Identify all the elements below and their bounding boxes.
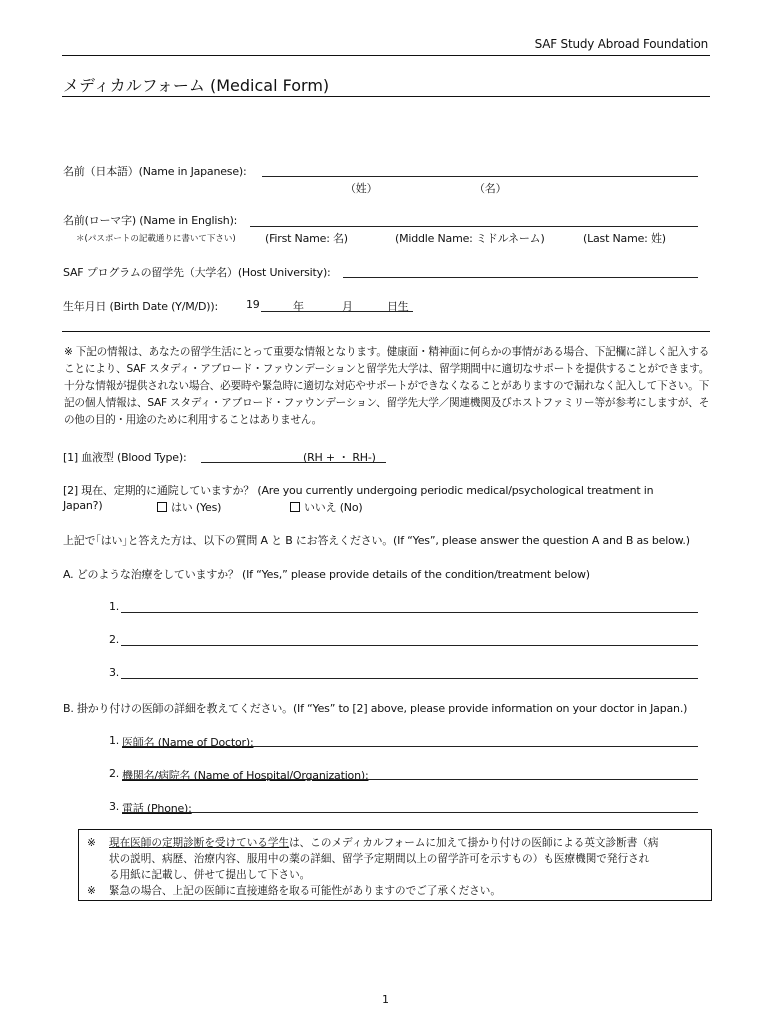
- name-jp-mei: （名）: [474, 182, 507, 195]
- q2-no-label: いいえ (No): [304, 501, 363, 514]
- intro-paragraph: ※ 下記の情報は、あなたの留学生活にとって重要な情報となります。健康面・精神面に何らかの事情がある場合、下記欄に詳しく記入することにより、SAF スタディ・アブロード・ファウンデーションと留学先大学は、留学期間中に適切なサポートを提供することができます。十分な情報が提供されない場合、必要時や緊急時に適切な対応やサポートができなくなることがありますので漏れなく記入して下さい。下記の個人情報は、SAF スタディ・アブロード・ファウンデーション、留学先大学／関連機関及びホストファミリー等が参考にしますが、その他の目的・用途のために利用することはありません。: [64, 346, 709, 426]
- instruction: 上記で｢はい｣と答えた方は、以下の質問 A と B にお答えください。(If “Yes”, please answer the question A and B as below.): [63, 534, 690, 547]
- qb-hospital-label: 機関名/病院名 (Name of Hospital/Organization):: [122, 769, 369, 782]
- notice-line-1: [109, 835, 659, 851]
- qb-num-3: 3.: [109, 800, 120, 813]
- q2-yes-label: はい (Yes): [171, 501, 222, 514]
- birth-label: 生年月日 (Birth Date (Y/M/D)):: [63, 300, 218, 313]
- name-jp-sei: （姓）: [345, 182, 378, 195]
- notice-mark-2: ※: [87, 885, 96, 897]
- name-en-label: 名前(ローマ字) (Name in English):: [63, 214, 238, 227]
- qb-num-2: 2.: [109, 767, 120, 780]
- name-en-middle: (Middle Name: ミドルネーム): [395, 232, 545, 245]
- name-en-last: (Last Name: 姓): [583, 232, 666, 245]
- qb-num-1: 1.: [109, 734, 120, 747]
- qa-num-2: 2.: [109, 633, 120, 646]
- q1-rh: (RH + ・ RH-): [303, 451, 376, 464]
- birth-month-field[interactable]: [313, 311, 361, 312]
- qa-field-3[interactable]: [121, 678, 698, 679]
- name-en-field[interactable]: [250, 226, 698, 227]
- qb-phone-field[interactable]: [122, 812, 698, 813]
- notice-line-2: 状の説明、病歴、治療内容、服用中の薬の詳細、留学予定期間以上の留学許可を示すもの）も医療機関で発行され: [109, 853, 650, 865]
- host-field[interactable]: [343, 277, 698, 278]
- checkbox-yes[interactable]: [157, 502, 167, 512]
- name-en-first: (First Name: 名): [265, 232, 348, 245]
- notice-underlined: 現在医師の定期診断を受けている学生: [109, 837, 290, 849]
- name-jp-field[interactable]: [262, 176, 698, 177]
- birth-prefix: 19: [246, 298, 260, 311]
- header-rule: [62, 55, 710, 56]
- birth-year: 年: [293, 300, 304, 313]
- q2-line2: Japan?): [63, 499, 103, 512]
- notice-line-4: 緊急の場合、上記の医師に直接連絡を取る可能性がありますのでご了承ください。: [109, 885, 501, 897]
- qb-hospital-field[interactable]: [122, 779, 698, 780]
- notice-line1-rest: は、このメディカルフォームに加えて掛かり付けの医師による英文診断書（病: [289, 837, 659, 849]
- q2-yes-option[interactable]: [157, 499, 221, 515]
- qa-num-1: 1.: [109, 600, 120, 613]
- q2-no-option[interactable]: [290, 499, 362, 515]
- notice-box: [78, 829, 712, 901]
- qb-label: B. 掛かり付けの医師の詳細を教えてください。(If “Yes” to [2] above, please provide information on your doctor in Japan.): [63, 702, 688, 715]
- checkbox-no[interactable]: [290, 502, 300, 512]
- host-label: SAF プログラムの留学先（大学名）(Host University):: [63, 266, 331, 279]
- title-rule: [62, 96, 710, 97]
- q2-line1: [2] 現在、定期的に通院していますか？ (Are you currently undergoing periodic medical/psychological treatment in: [63, 484, 654, 497]
- qb-doctor-field[interactable]: [122, 746, 698, 747]
- qb-phone-label: 電話 (Phone):: [122, 802, 192, 815]
- qa-field-2[interactable]: [121, 645, 698, 646]
- form-title: メディカルフォーム (Medical Form): [63, 76, 330, 95]
- name-jp-label: 名前（日本語）(Name in Japanese):: [63, 165, 247, 178]
- section-rule: [62, 331, 710, 332]
- qb-doctor-label: 医師名 (Name of Doctor):: [122, 736, 254, 749]
- qa-field-1[interactable]: [121, 612, 698, 613]
- org-name: SAF Study Abroad Foundation: [534, 37, 708, 51]
- qa-num-3: 3.: [109, 666, 120, 679]
- page-number: 1: [382, 993, 389, 1006]
- birth-year-field[interactable]: [261, 311, 313, 312]
- name-en-note: ＊(パスポートの記載通りに書いて下さい): [76, 234, 236, 244]
- qa-label: A. どのような治療をしていますか？ (If “Yes,” please provide details of the condition/treatment below): [63, 568, 590, 581]
- notice-mark-1: ※: [87, 837, 96, 849]
- birth-month: 月: [342, 300, 353, 313]
- notice-line-3: る用紙に記載し、併せて提出して下さい。: [109, 869, 311, 881]
- q1-label: [1] 血液型 (Blood Type):: [63, 451, 187, 464]
- birth-day: 日生: [387, 300, 409, 313]
